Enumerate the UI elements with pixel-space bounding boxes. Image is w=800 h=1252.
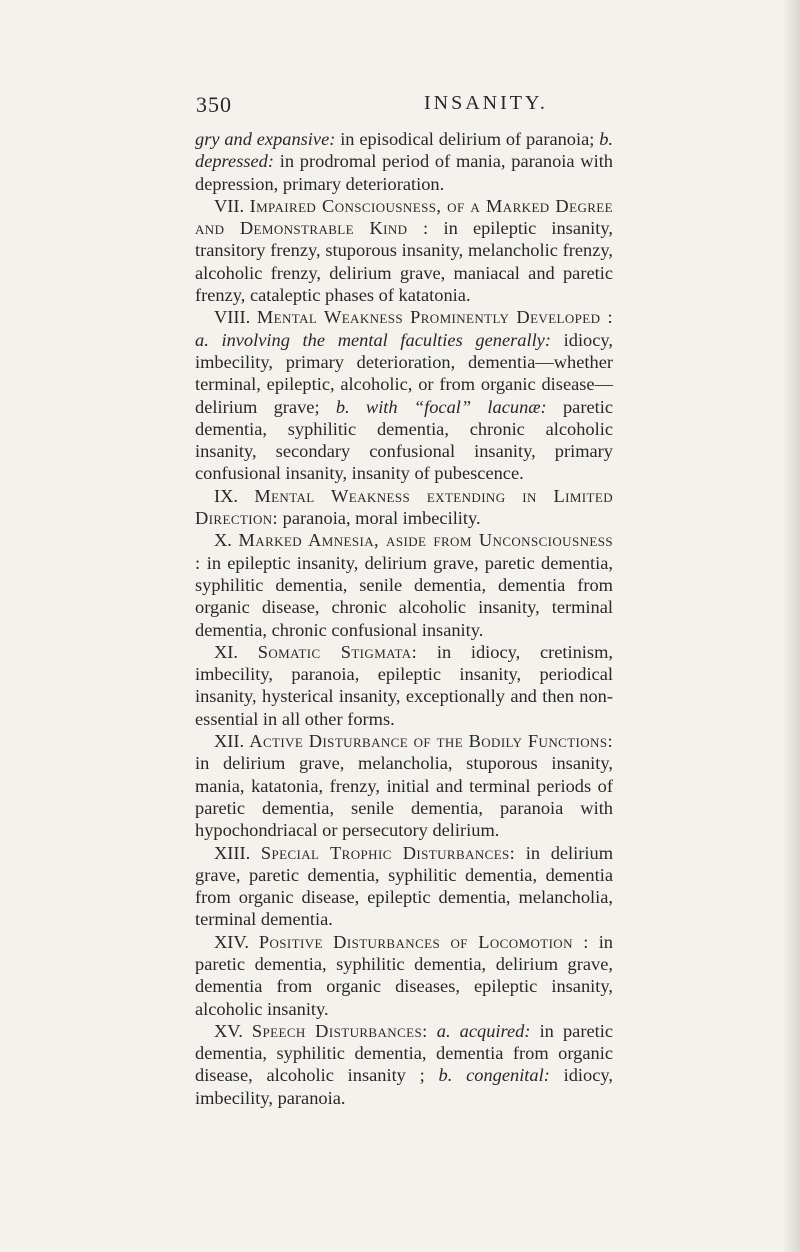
body-segment: in delirium grave, paretic dementia, syphilitic dementia, dementia from organic disease, epileptic dementia, melancholia, terminal dementia. bbox=[195, 842, 614, 930]
body-segment bbox=[428, 1021, 437, 1041]
section-paragraph bbox=[195, 641, 613, 730]
section-heading: Positive Disturbances of Locomotion : bbox=[258, 931, 589, 952]
section-heading: Active Disturbance of the Bodily Functions: bbox=[249, 731, 613, 752]
section-paragraph bbox=[195, 195, 613, 306]
body-segment: idiocy, imbecility, paranoia. bbox=[195, 1065, 613, 1108]
section-number: XV. bbox=[214, 1020, 252, 1041]
section-number: XI. bbox=[214, 641, 258, 662]
body-text bbox=[195, 128, 613, 1109]
section-heading: Somatic Stigmata: bbox=[257, 641, 418, 662]
section-number: IX. bbox=[214, 485, 255, 506]
body-segment: in delirium grave, melancholia, stuporous insanity, mania, katatonia, frenzy, initial and terminal periods of paretic dementia, senile dementia, paranoia with hypochondriacal or persecutory delirium. bbox=[195, 753, 613, 841]
italic-text: a. acquired: bbox=[436, 1020, 531, 1041]
section-paragraph bbox=[195, 306, 613, 484]
body-segment: idiocy, imbecility, primary deterioration, dementia—whether terminal, epileptic, alcoholic, or from organic disease—delirium grave; bbox=[195, 329, 614, 417]
section-heading: Marked Amnesia, aside from Unconsciousness : bbox=[195, 530, 613, 573]
section-paragraph bbox=[195, 1020, 613, 1109]
section-heading: Speech Disturbances: bbox=[251, 1020, 428, 1041]
running-head: INSANITY. bbox=[424, 92, 548, 114]
italic-text: b. congenital: bbox=[438, 1065, 550, 1086]
section-heading: Mental Weakness Prominently Developed : bbox=[256, 307, 614, 328]
body-segment: in idiocy, cretinism, imbecility, paranoia, epileptic insanity, periodical insanity, hysterical insanity, exceptionally and then non-essential in all other forms. bbox=[195, 641, 613, 729]
body-segment: in prodromal period of mania, paranoia with depression, primary deterioration. bbox=[195, 151, 613, 194]
body-segment: paranoia, moral imbecility. bbox=[278, 508, 481, 529]
section-heading: Special Trophic Disturbances: bbox=[260, 842, 516, 863]
section-number: VII. bbox=[214, 195, 250, 216]
italic-text: b. depressed: bbox=[195, 129, 613, 172]
continued-paragraph bbox=[195, 128, 613, 195]
body-segment: in epileptic insanity, delirium grave, paretic dementia, syphilitic dementia, senile dementia, dementia from organic disease, chronic alcoholic insanity, terminal dementia, chronic confusional insanity. bbox=[195, 552, 613, 640]
section-paragraph bbox=[195, 529, 613, 640]
section-paragraph bbox=[195, 842, 613, 931]
section-paragraph bbox=[195, 485, 613, 530]
section-number: VIII. bbox=[214, 307, 257, 328]
body-segment: in paretic dementia, syphilitic dementia, dementia from organic disease, alcoholic insanity ; bbox=[195, 1020, 613, 1086]
section-heading: Mental Weakness extending in Limited Direction: bbox=[195, 485, 613, 529]
section-number: XIII. bbox=[214, 842, 261, 863]
section-number: X. bbox=[214, 530, 239, 551]
italic-text: b. with “focal” lacunæ: bbox=[335, 396, 547, 417]
italic-text: a. involving the mental faculties generally: bbox=[195, 329, 551, 350]
section-number: XIV. bbox=[214, 931, 259, 952]
body-segment: in episodical delirium of paranoia; bbox=[335, 129, 600, 149]
section-heading: Impaired Consciousness, of a Marked Degree and Demonstrable Kind : bbox=[195, 195, 613, 239]
page-header bbox=[196, 92, 616, 122]
italic-text: gry and expansive: bbox=[195, 129, 336, 149]
page-edge-shadow bbox=[782, 0, 800, 1252]
body-segment: paretic dementia, syphilitic dementia, chronic alcoholic insanity, secondary confusional insanity, primary confusional insanity, insanity of pubescence. bbox=[195, 396, 613, 484]
page-number: 350 bbox=[196, 92, 232, 117]
body-segment: in paretic dementia, syphilitic dementia, delirium grave, dementia from organic diseases, epileptic insanity, alcoholic insanity. bbox=[195, 931, 613, 1019]
body-segment: in epileptic insanity, transitory frenzy, stuporous insanity, melancholic frenzy, alcoholic frenzy, delirium grave, maniacal and paretic frenzy, cataleptic phases of katatonia. bbox=[195, 218, 613, 306]
section-number: XII. bbox=[214, 731, 250, 752]
section-paragraph bbox=[195, 931, 613, 1020]
section-paragraph bbox=[195, 730, 613, 841]
